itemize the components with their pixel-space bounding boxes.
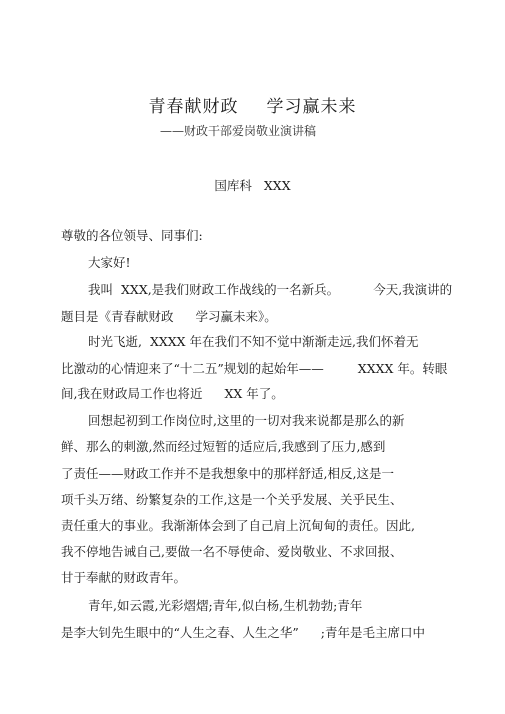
paragraph-3-line-6: 我不停地告诫自己,要做一名不辱使命、爱岗敬业、不求回报、 <box>61 544 403 559</box>
paragraph-4-line-2 <box>61 625 425 641</box>
p2-l2-a: 比激动的心情迎来了“十二五”规划的起始年—— <box>61 361 324 376</box>
p1-l1-b: XXX,是我们财政工作战线的一名新兵。 <box>121 282 340 297</box>
author-name: XXX <box>263 178 291 193</box>
p1-l1-c: 今天,我演讲的 <box>373 282 453 297</box>
paragraph-2-line-2 <box>61 361 447 377</box>
paragraph-3-line-2: 鲜、那么的刺激,然而经过短暂的适应后,我感到了压力,感到 <box>61 439 386 454</box>
paragraph-2-line-1 <box>88 334 419 350</box>
p2-l1-b: XXXX 年在我们不知不觉中渐渐走远,我们怀着无 <box>149 334 419 349</box>
greeting: 大家好! <box>88 255 131 270</box>
p2-l2-b: XXXX 年。转眼 <box>357 361 448 376</box>
p1-l2-a: 题目是《青春献财政 <box>61 309 174 324</box>
paragraph-3-line-5: 责任重大的事业。我渐渐体会到了自己肩上沉甸甸的责任。因此, <box>61 518 415 533</box>
paragraph-1-line-2 <box>61 309 277 325</box>
author-line <box>0 176 505 194</box>
paragraph-2-line-3 <box>61 386 284 402</box>
paragraph-3-line-1: 回想起初到工作岗位时,这里的一切对我来说都是那么的新 <box>88 413 405 428</box>
paragraph-3-line-7: 甘于奉献的财政青年。 <box>61 570 187 585</box>
p4-l2-b: ;青年是毛主席口中 <box>320 625 426 640</box>
salutation: 尊敬的各位领导、同事们: <box>61 228 203 243</box>
p2-l3-b: XX 年了。 <box>224 386 284 401</box>
document-title <box>0 92 505 117</box>
title-part-2: 学习赢未来 <box>266 97 357 117</box>
p1-l1-a: 我叫 <box>88 282 114 297</box>
p2-l1-a: 时光飞逝, <box>88 334 142 349</box>
p4-l2-a: 是李大钊先生眼中的“人生之春、人生之华” <box>61 625 299 640</box>
paragraph-1-line-1 <box>88 282 452 298</box>
paragraph-4-line-1: 青年,如云霞,光彩熠熠;青年,似白杨,生机勃勃;青年 <box>88 598 363 613</box>
title-part-1: 青春献财政 <box>148 97 239 117</box>
paragraph-3-line-4: 项千头万绪、纷繁复杂的工作,这是一个关乎发展、关乎民生、 <box>61 492 403 507</box>
author-department: 国库科 <box>214 178 252 193</box>
document-subtitle: ——财政干部爱岗敬业演讲稿 <box>160 124 317 138</box>
paragraph-3-line-3: 了责任——财政工作并不是我想象中的那样舒适,相反,这是一 <box>61 466 394 481</box>
p2-l3-a: 间,我在财政局工作也将近 <box>61 386 203 401</box>
p1-l2-b: 学习赢未来》。 <box>195 309 277 324</box>
